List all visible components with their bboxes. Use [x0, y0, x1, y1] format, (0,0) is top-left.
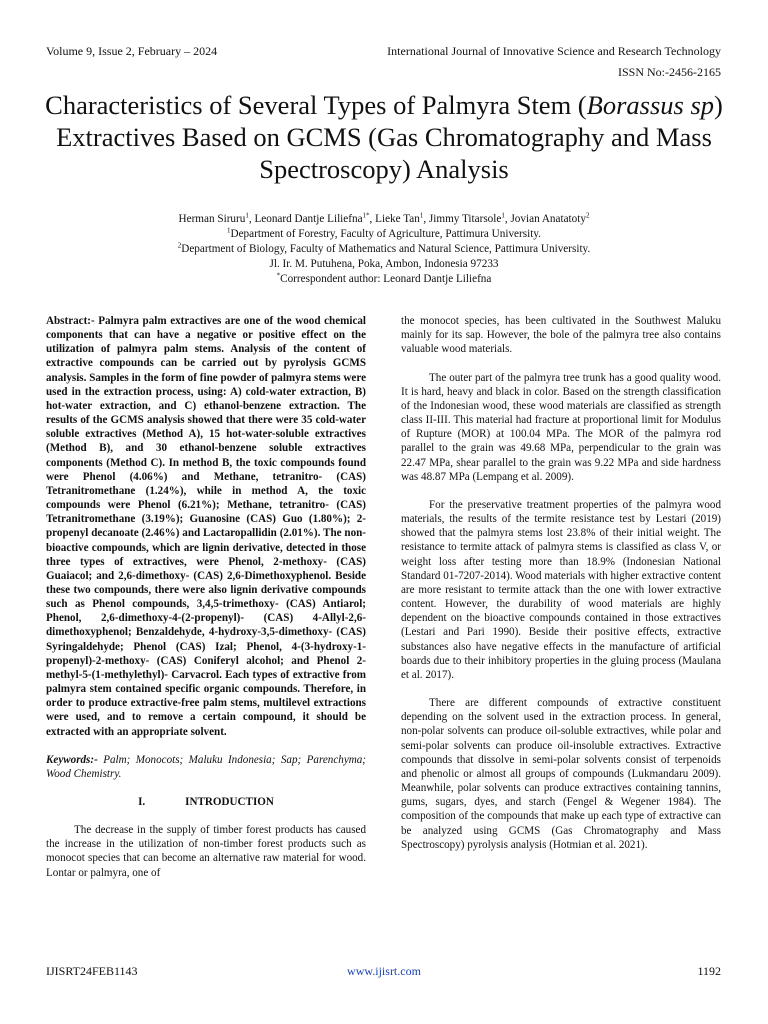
keywords-label: Keywords:- [46, 753, 98, 766]
body-paragraph: For the preservative treatment properties of the palmyra wood materials, the results of the termite resistance test by Lestari (2019) showed that the palmyra stems lost 23.8% of their initial weight. The resistance to termite attack of palmyra stems is classified as class V, or weight loss after testing more than 18.9% (Indonesian National Standard 01-7207-2014). Wood materials with higher extractive content are more resistant to termite attack than the one with lower extractive content. However, the durability of wood materials are highly dependent on the bioactive compounds contained in those extractives (Lestari and Pari 1990). Beside their positive effects, extractive substances also have negative effects in the manufacture of artificial boards due to their inhibitory properties in the gluing process (Maulana et al. 2017). [401, 499, 721, 681]
affiliation-address: Jl. Ir. M. Putuhena, Poka, Ambon, Indonesia 97233 [269, 258, 499, 271]
corresponding-text: Correspondent author: Leonard Dantje Liliefna [280, 273, 492, 286]
keywords [46, 753, 366, 781]
footer-paper-code: IJISRT24FEB1143 [46, 964, 138, 978]
author-name: Herman Siruru [178, 213, 246, 225]
title-part1: Characteristics of Several Types of Palmyra Stem ( [45, 90, 587, 120]
author-affiliation-mark: 1* [362, 211, 370, 220]
title-part2: ) Extractives Based on GCMS (Gas Chromatography and Mass Spectroscopy) Analysis [56, 90, 723, 184]
body-paragraph: the monocot species, has been cultivated in the Southwest Maluku mainly for its sap. However, the bole of the palmyra tree also contains valuable wood materials. [401, 315, 721, 356]
author-name: , Jovian Anatatoty [504, 213, 586, 225]
corresponding-mark: * [276, 271, 281, 280]
author-block [30, 212, 738, 287]
author-affiliation-mark: 1 [501, 211, 505, 220]
footer-website-link[interactable]: www.ijisrt.com [347, 964, 421, 978]
intro-paragraph: The decrease in the supply of timber forest products has caused the increase in the utilization of non-timber forest products such as monocot species that can become an alternative raw material for wood. Lontar or palmyra, one of [46, 824, 366, 879]
affiliation-text: Department of Forestry, Faculty of Agriculture, Pattimura University. [230, 228, 541, 241]
affiliation-text: Department of Biology, Faculty of Mathematics and Natural Science, Pattimura University. [181, 243, 591, 256]
affiliation-mark: 1 [227, 226, 231, 235]
journal-name: International Journal of Innovative Science and Research Technology [387, 44, 721, 58]
section-title: INTRODUCTION [185, 796, 274, 808]
author-name: , Jimmy Titarsole [423, 213, 502, 225]
author-name: , Lieke Tan [369, 213, 420, 225]
right-column [401, 314, 721, 852]
corresponding-author [30, 272, 738, 287]
section-number: I. [138, 796, 146, 808]
section-heading [46, 795, 366, 809]
keywords-text: Palm; Monocots; Maluku Indonesia; Sap; Parenchyma; Wood Chemistry. [46, 753, 366, 780]
author-affiliation-mark: 1 [419, 211, 424, 220]
author-affiliation-mark: 1 [245, 211, 249, 220]
author-list [30, 212, 738, 227]
abstract: Abstract:- Palmyra palm extractives are one of the wood chemical components that can have a negative or positive effect on the utilization of palmyra palm stems. Analysis of the content of extractive compounds can be carried out by pyrolysis GCMS analysis. Samples in the form of fine powder of palmyra stems were used in the extraction process, using: A) cold-water extraction, B) hot-water extraction, and C) ethanol-benzene extraction. The results of the GCMS analysis showed that there were 35 cold-water soluble extractives (Method A), 15 hot-water-soluble extractives (Method B), and 30 ethanol-benzene soluble extractives components (Method C). In method B, the toxic compounds found were Phenol (4.06%) and Methane, tetranitro- (CAS) Tetranitromethane (1.24%), while in method A, the toxic compounds were Phenol (6.21%); Methane, tetranitro- (CAS) Tetranitromethane (3.19%); Guanosine (CAS) Guo (1.80%); 2-propenyl decanoate (2.46%) and Lactaropallidin (2.01%). The non-bioactive compounds, which are lignin derivative, detected in those three types of extractives, were Phenol, 2-methoxy- (CAS) Guaiacol; and 2,6-dimethoxy- (CAS) 2,6-Dimethoxyphenol. Beside these two compounds, there were also lignin derivative compounds such as Phenol compounds, 3,4,5-trimethoxy- (CAS) Antiarol; Phenol, 2,6-dimethoxy-4-(2-propenyl)- (CAS) 4-Allyl-2,6-dimethoxyphenol; Benzaldehyde, 4-hydroxy-3,5-dimethoxy- (CAS) Syringaldehyde; Phenol (CAS) Izal; Phenol, 4-(3-hydroxy-1-propenyl)-2-methoxy- (CAS) Coniferyl alcohol; and Phenol 2-methyl-5-(1-methylethyl)- Carvacrol. Each types of extractive from palmyra stem contained specific organic compounds. Therefore, in order to produce extractive-free palm stems, multilevel extractions were used, and to remove a certain compound, it should be extracted with an appropriate solvent. [46, 315, 366, 738]
body-paragraph: The outer part of the palmyra tree trunk has a good quality wood. It is hard, heavy and black in color. Based on the strength classification of the Indonesian wood, these wood materials are classified as strength class II-III. This material had fracture at proportional limit for Modulus of Rupture (MOR) at 100.04 MPa. The MOR of the palmyra rod parallel to the grain was 49.68 MPa, perpendicular to the grain was 22.47 MPa, shear parallel to the grain was 9.22 MPa and side hardness was 48.87 MPa (Lempang et al. 2009). [401, 371, 721, 483]
journal-volume: Volume 9, Issue 2, February – 2024 [46, 44, 218, 58]
author-affiliation-mark: 2 [585, 211, 590, 220]
author-name: , Leonard Dantje Liliefna [248, 213, 363, 225]
affiliation-2 [30, 242, 738, 257]
left-column [46, 314, 366, 880]
affiliation-1 [30, 227, 738, 242]
affiliation-mark: 2 [177, 241, 182, 250]
title-species: Borassus sp [586, 90, 715, 120]
footer-page-number: 1192 [697, 964, 721, 978]
journal-issn: ISSN No:-2456-2165 [617, 65, 721, 79]
paper-title [30, 89, 738, 185]
body-paragraph: There are different compounds of extractive constituent depending on the solvent used in the extraction process. In general, non-polar solvents can produce oil-soluble extractives, while polar and semi-polar solvents can produce oil-insoluble extractives. Extractive compounds that dissolve in semi-polar solvents consist of terpenoids and phenolic or almost all groups of compounds (Lukmandaru 2009). Meanwhile, polar solvents can produce extractives containing tannins, gums, sugars, dyes, and starch (Fengel & Wegener 1984). The composition of the compounds that make up each type of extractive can be analyzed using GCMS (Gas Chromatography and Mass Spectroscopy) pyrolysis analysis (Hotmian et al. 2021). [401, 697, 721, 851]
